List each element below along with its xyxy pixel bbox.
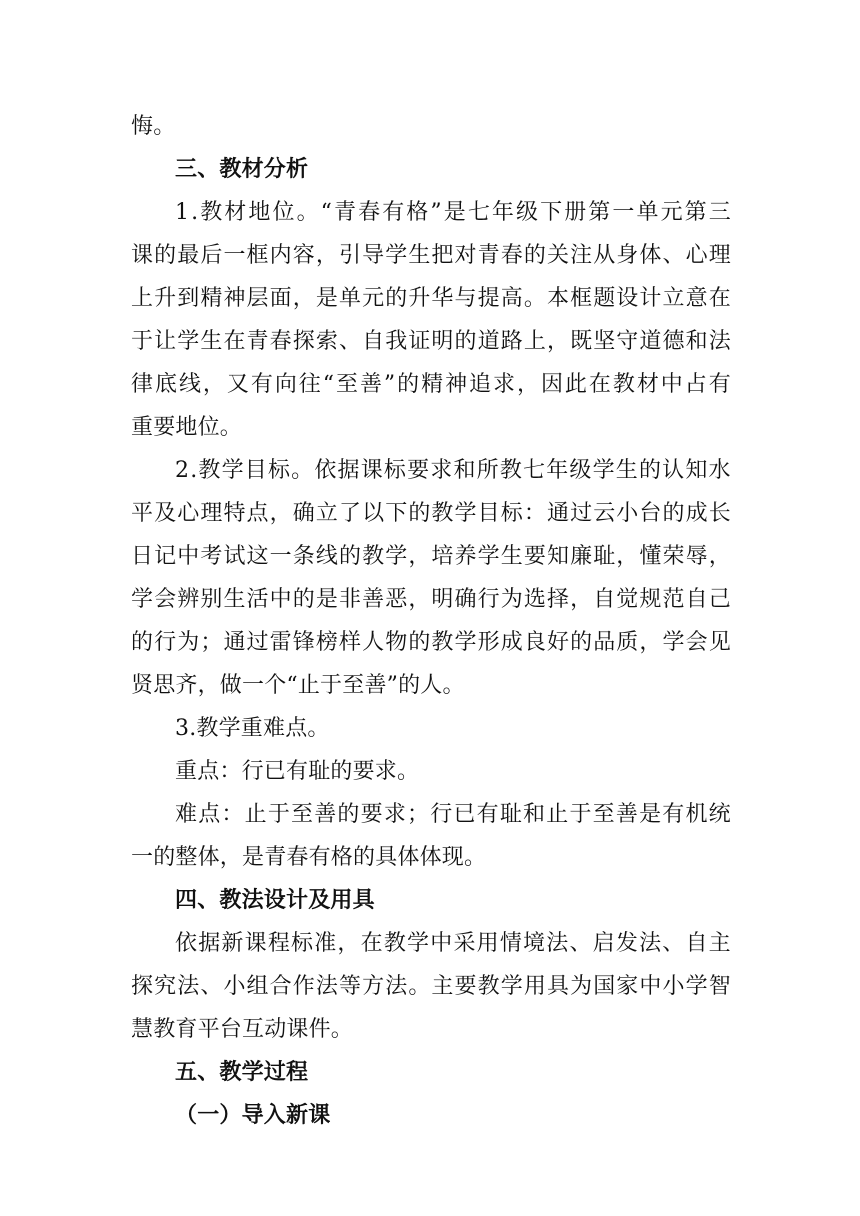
subsection-heading-introduction: （一）导入新课 bbox=[175, 1103, 331, 1128]
section-heading-textbook-analysis: 三、教材分析 bbox=[175, 157, 309, 182]
paragraph-line: 贤思齐，做一个“止于至善”的人。 bbox=[131, 673, 465, 698]
paragraph-line: 悔。 bbox=[131, 114, 176, 139]
paragraph-line: 上 升 到 精 神 层 面 ， 是 单 元 的 升 华 与 提 高 。 本 框 题 设 计 立 意 在 bbox=[131, 286, 731, 311]
paragraph-line: 慧教育平台互动课件。 bbox=[131, 1017, 354, 1042]
paragraph-line: 一的整体，是青春有格的具体体现。 bbox=[131, 845, 487, 870]
paragraph-line: 于 让 学 生 在 青 春 探 索 、 自 我 证 明 的 道 路 上 ， 既 坚 守 道 德 和 法 bbox=[131, 329, 731, 354]
paragraph-line: 依 据 新 课 程 标 准 ， 在 教 学 中 采 用 情 境 法 、 启 发 法 、 自 主 bbox=[175, 931, 731, 956]
paragraph-line: 1 . 教 材 地 位 。 “ 青 春 有 格 ” 是 七 年 级 下 册 第 一 单 元 第 三 bbox=[175, 200, 731, 225]
paragraph-line: 的 行 为 ； 通 过 雷 锋 榜 样 人 物 的 教 学 形 成 良 好 的 品 质 ， 学 会 见 bbox=[131, 630, 731, 655]
section-heading-teaching-methods: 四、教法设计及用具 bbox=[175, 888, 375, 913]
section-heading-teaching-process: 五、教学过程 bbox=[175, 1060, 309, 1085]
paragraph-line: 重点：行已有耻的要求。 bbox=[175, 759, 420, 784]
paragraph-line: 重要地位。 bbox=[131, 415, 243, 440]
paragraph-line: 律 底 线 ， 又 有 向 往 “ 至 善 ” 的 精 神 追 求 ， 因 此 在 教 材 中 占 有 bbox=[131, 372, 731, 397]
paragraph-line: 平 及 心 理 特 点 ， 确 立 了 以 下 的 教 学 目 标 ： 通 过 云 小 台 的 成 长 bbox=[131, 501, 731, 526]
paragraph-line: 日 记 中 考 试 这 一 条 线 的 教 学 ， 培 养 学 生 要 知 廉 耻 ， 懂 荣 辱 ， bbox=[131, 544, 731, 569]
paragraph-line: 学 会 辨 别 生 活 中 的 是 非 善 恶 ， 明 确 行 为 选 择 ， 自 觉 规 范 自 己 bbox=[131, 587, 731, 612]
paragraph-line: 难 点 ： 止 于 至 善 的 要 求 ； 行 已 有 耻 和 止 于 至 善 是 有 机 统 bbox=[175, 802, 731, 827]
paragraph-line: 3.教学重难点。 bbox=[175, 716, 330, 741]
paragraph-line: 探 究 法 、 小 组 合 作 法 等 方 法 。 主 要 教 学 用 具 为 国 家 中 小 学 智 bbox=[131, 974, 731, 999]
paragraph-line: 课 的 最 后 一 框 内 容 ， 引 导 学 生 把 对 青 春 的 关 注 从 身 体 、 心 理 bbox=[131, 243, 731, 268]
paragraph-line: 2 . 教 学 目 标 。 依 据 课 标 要 求 和 所 教 七 年 级 学 生 的 认 知 水 bbox=[175, 458, 731, 483]
